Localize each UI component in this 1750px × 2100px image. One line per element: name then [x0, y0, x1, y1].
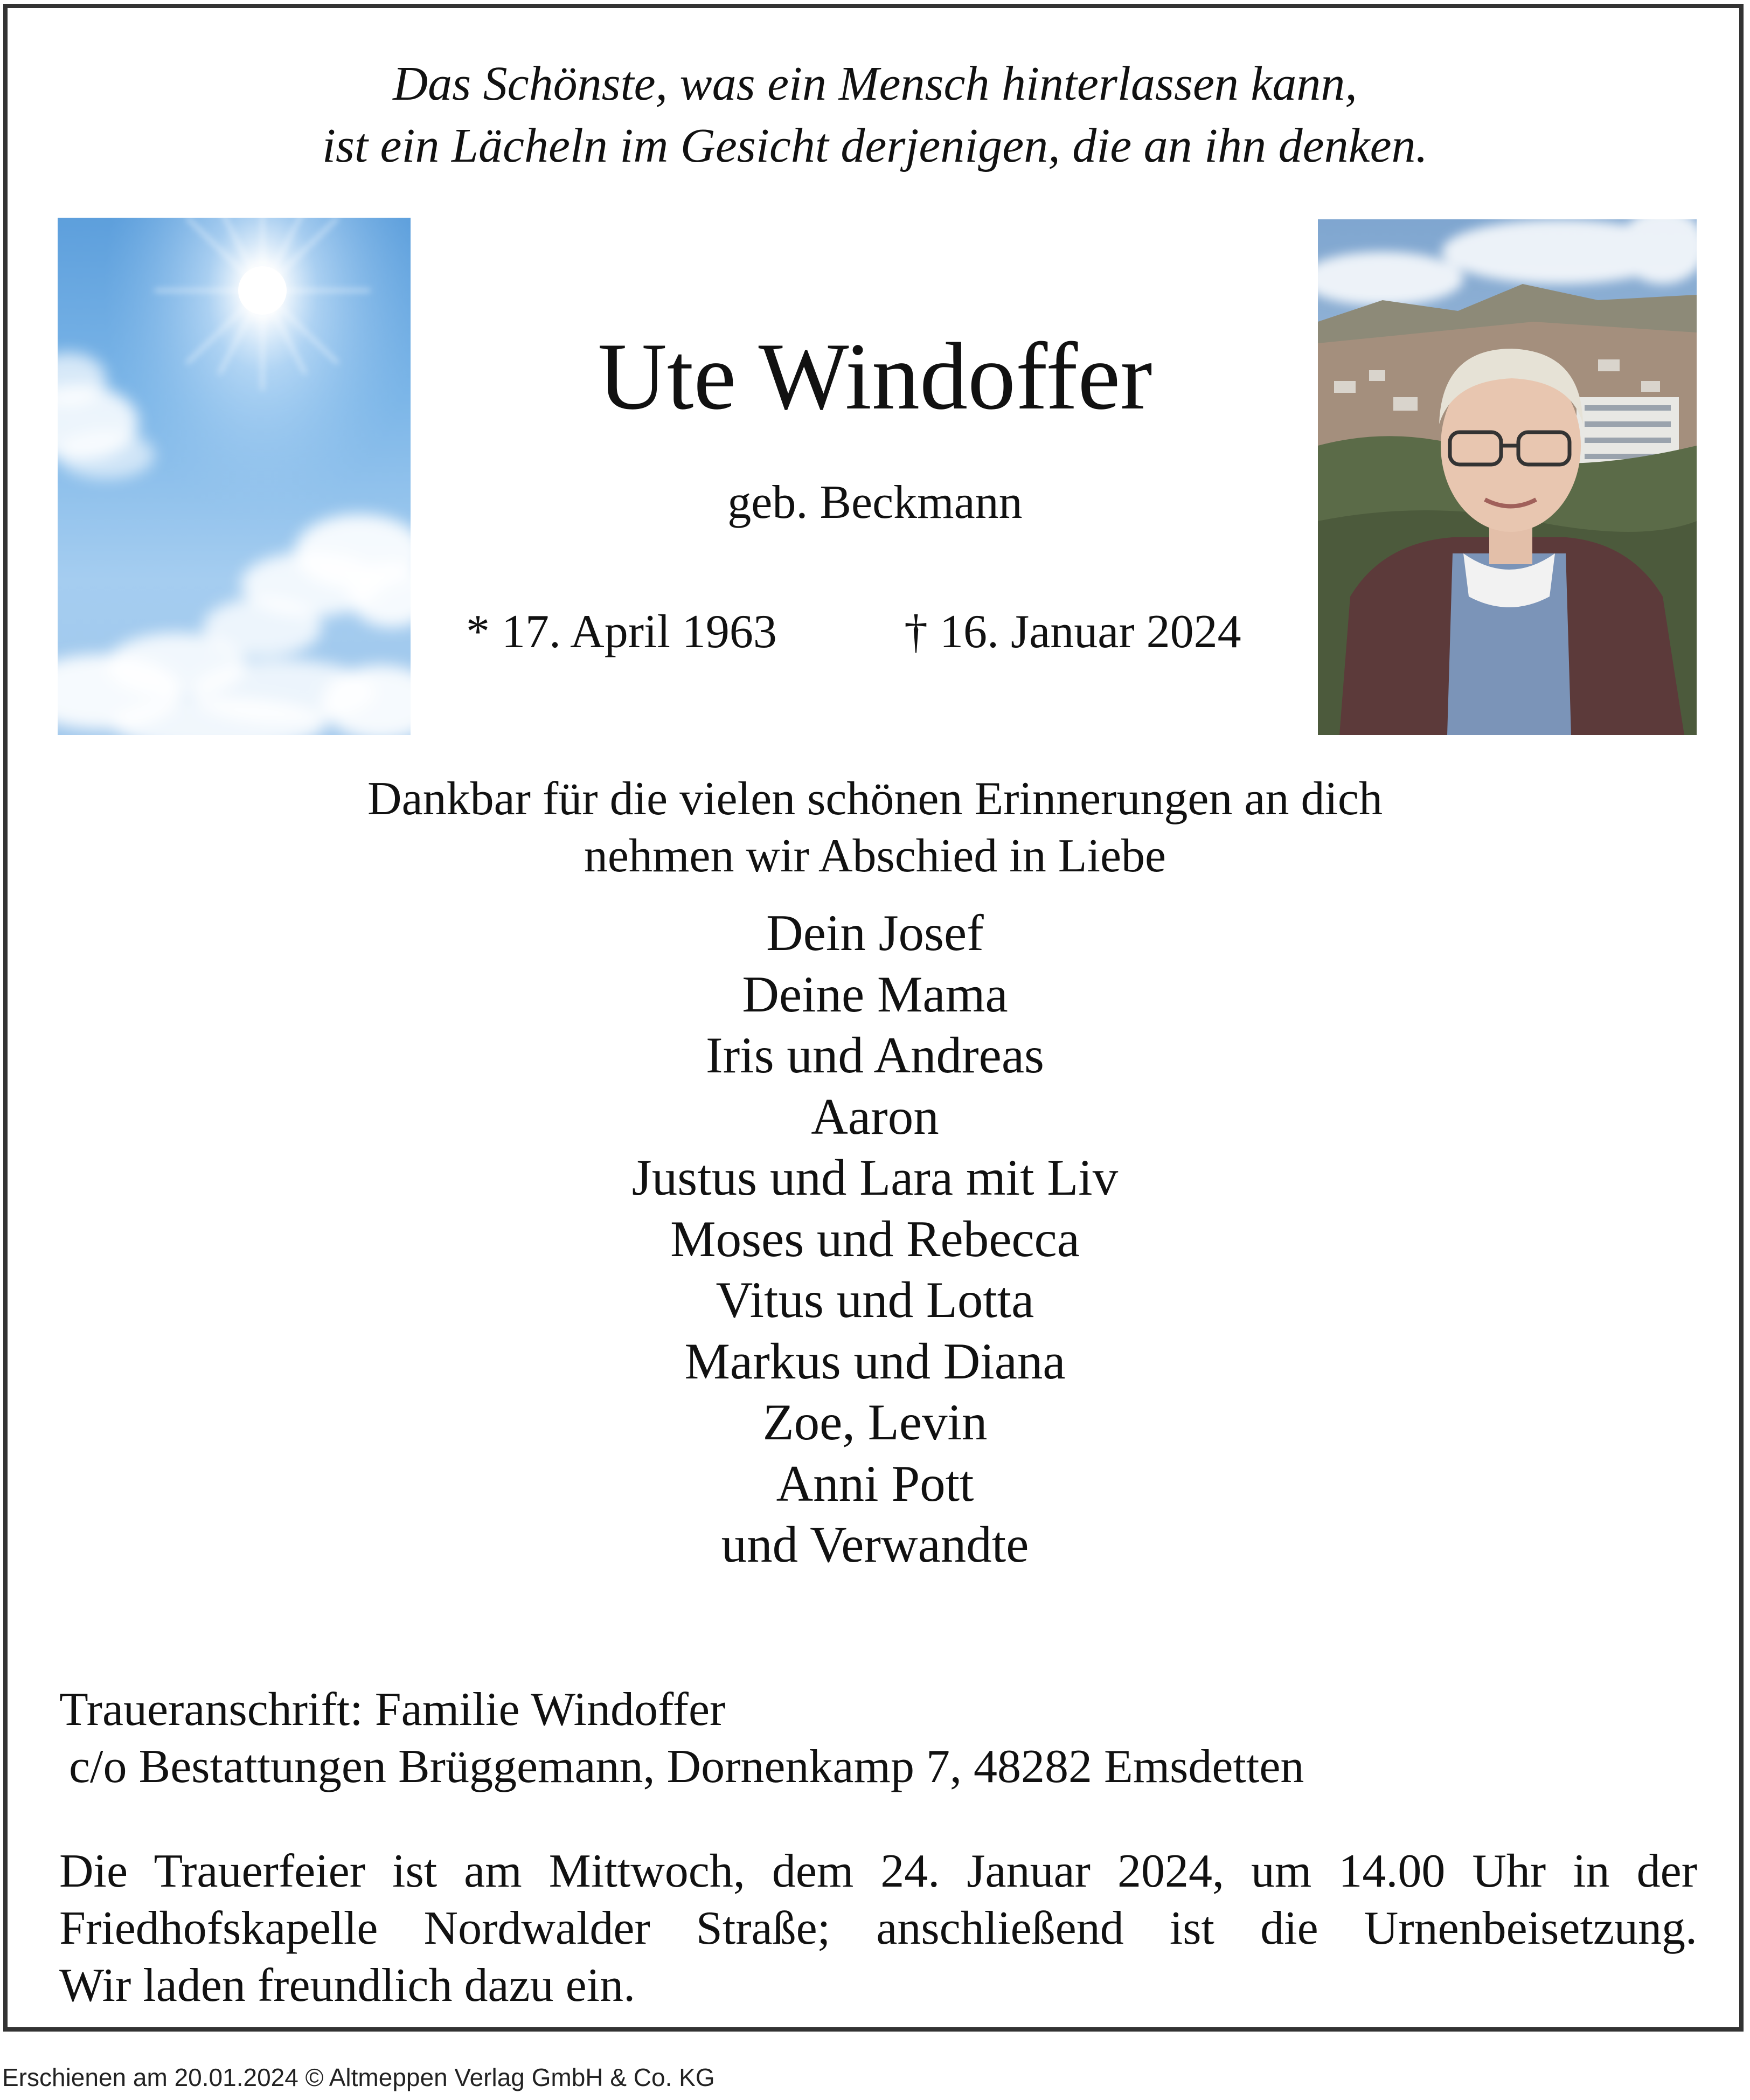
- mourner-item: Justus und Lara mit Liv: [631, 1149, 1119, 1206]
- mourner-item: Anni Pott: [776, 1454, 974, 1512]
- publication-footer: Erschienen am 20.01.2024 © Altmeppen Verlag GmbH & Co. KG: [2, 2063, 715, 2091]
- gratitude-text: [0, 771, 1750, 885]
- mourner-item: Aaron: [811, 1087, 939, 1145]
- gratitude-line-2: nehmen wir Abschied in Liebe: [584, 830, 1166, 882]
- mourner-item: Iris und Andreas: [706, 1027, 1044, 1084]
- mourners-list: [0, 903, 1750, 1576]
- address-line-2: c/o Bestattungen Brüggemann, Dornenkamp 7, 48282 Emsdetten: [69, 1741, 1304, 1793]
- mourner-item: Zoe, Levin: [762, 1394, 988, 1451]
- mourner-item: Dein Josef: [766, 904, 984, 961]
- death-date: † 16. Januar 2024: [904, 606, 1241, 658]
- birth-date: * 17. April 1963: [466, 606, 777, 658]
- memorial-quote: [0, 53, 1750, 177]
- birth-name: geb. Beckmann: [727, 476, 1023, 529]
- mourning-address: [59, 1681, 1304, 1796]
- address-line-1: Traueranschrift: Familie Windoffer: [59, 1683, 726, 1736]
- ceremony-line-1: Die Trauerfeier ist am Mittwoch, dem 24. Januar 2024, um 14.00 Uhr in der: [59, 1845, 1697, 1897]
- ceremony-line-2: Friedhofskapelle Nordwalder Straße; anschließend ist die Urnenbeisetzung.: [59, 1902, 1697, 1955]
- mourner-item: Markus und Diana: [684, 1332, 1066, 1390]
- ceremony-notice: [59, 1843, 1697, 2014]
- mourner-item: Vitus und Lotta: [716, 1271, 1034, 1328]
- deceased-name: Ute Windoffer: [598, 323, 1152, 429]
- ceremony-line-3: Wir laden freundlich dazu ein.: [59, 1959, 636, 2012]
- quote-line-2: ist ein Lächeln im Gesicht derjenigen, die an ihn denken.: [322, 119, 1428, 172]
- gratitude-line-1: Dankbar für die vielen schönen Erinnerungen an dich: [367, 773, 1383, 825]
- quote-line-1: Das Schönste, was ein Mensch hinterlassen kann,: [393, 57, 1357, 110]
- mourner-item: Moses und Rebecca: [670, 1210, 1080, 1267]
- mourner-item: Deine Mama: [742, 965, 1008, 1023]
- mourner-item: und Verwandte: [721, 1516, 1029, 1573]
